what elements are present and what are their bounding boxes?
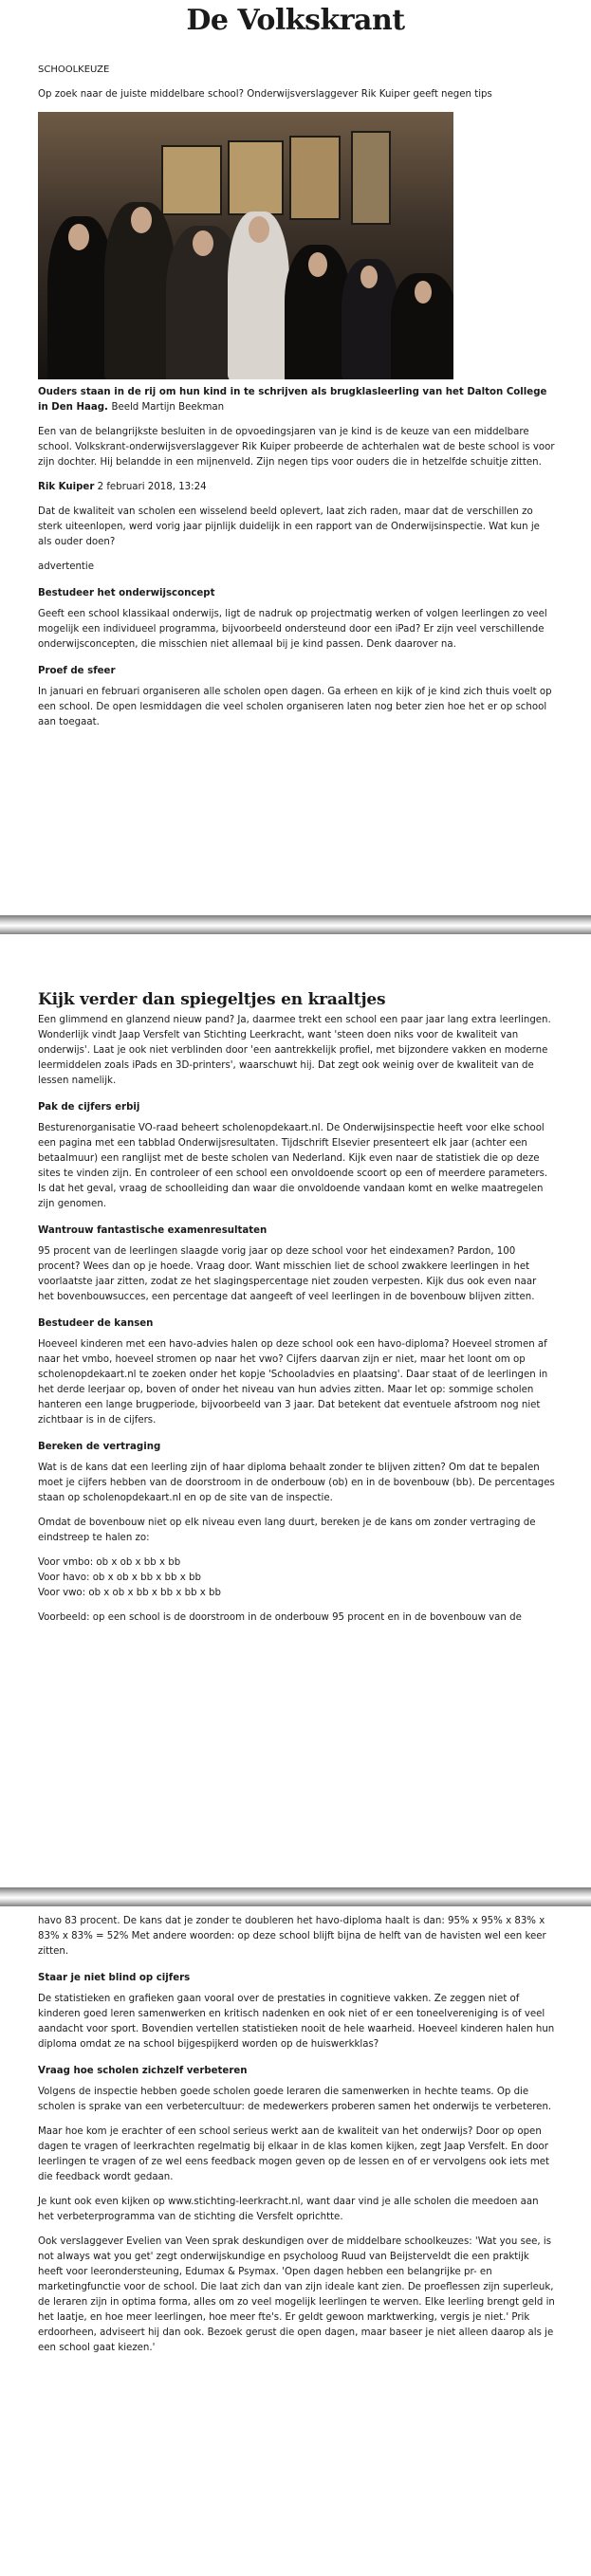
paragraph-kansen: Hoeveel kinderen met een havo-advies halen op deze school ook een havo-diploma? Hoeveel stromen af naar het vmbo, hoeveel stromen op naar het vwo? Cijfers daarvan zijn er niet, maar het loont om op scholenopdekaart.nl te zoeken onder het kopje 'Schooladvies en plaatsing'. Daar staat of de leerlingen in het derde leerjaar op, boven of onder het niveau van hun advies zitten. Maar let op: sommige scholen hanteren een lange brugperiode, bijvoorbeeld van 3 jaar. Dat betekent dat eventuele afstroom nog niet zichtbaar is in de cijfers. [38,1339,548,1426]
advert-label: advertentie [38,561,95,572]
paragraph-kwaliteit: Dat de kwaliteit van scholen een wisselend beeld oplevert, laat zich raden, maar dat de verschillen zo sterk uiteenlopen, werd vorig jaar pijnlijk duidelijk in een rapport van de Onderwijsinspectie. Wat kun je als ouder doen? [38,506,540,547]
page-separator [0,915,591,934]
heading-kansen: Bestudeer de kansen [38,1318,154,1329]
byline [38,480,555,495]
page-1 [0,0,591,915]
caption-credit: Beeld Martijn Beekman [111,402,225,413]
paragraph-cijfers: Besturenorganisatie VO-raad beheert scholenopdekaart.nl. De Onderwijsinspectie heeft voor elke school een pagina met een tabblad Onderwijsresultaten. Tijdschrift Elsevier presenteert elk jaar (achter een betaalmuur) een ranglijst met de beste scholen van Nederland. Kijk even naar de statistiek die op deze sites te vinden zijn. En controleer of een school een onvoldoende scoort op een of meerdere parameters. Is dat het geval, vraag de schoolleiding dan waar die onvoldoende vandaan komt en welke maatregelen zijn genomen. [38,1123,548,1209]
paragraph-sfeer: In januari en februari organiseren alle scholen open dagen. Ga erheen en kijk of je kind zich thuis voelt op een school. De open lesmiddagen die veel scholen organiseren laten nog beter zien hoe het er op school aan toegaat. [38,687,552,727]
photo-caption [38,385,555,415]
heading-sfeer: Proef de sfeer [38,666,116,676]
intro-paragraph: Een van de belangrijkste besluiten in de opvoedingsjaren van je kind is de keuze van een middelbare school. Volkskrant-onderwijsverslaggever Rik Kuiper probeerde de achterhalen wat de beste school is voor zijn dochter. Hij belandde in een mijnenveld. Zijn negen tips voor ouders die in hetzelfde schuitje zitten. [38,427,555,468]
paragraph-onderwijsconcept: Geeft een school klassikaal onderwijs, ligt de nadruk op projectmatig werken of volgen leerlingen zo veel mogelijk een individueel programma, bijvoorbeeld ondersteund door een iPad? Er zijn veel verschillende onderwijsconcepten, die misschien niet allemaal bij je kind passen. Denk daarover na. [38,609,547,650]
paragraph-wantrouw: 95 procent van de leerlingen slaagde vorig jaar op deze school voor het eindexamen? Pardon, 100 procent? Wees dan op je hoede. Vraag door. Want misschien liet de school zwakkere leerlingen in het voorlaatste jaar zitten, zodat ze het slagingspercentage niet zouden verpesten. Kijk dus ook even naar het bovenbouwsucces, een percentage dat aangeeft of veel leerlingen in de bovenbouw blijven zitten. [38,1246,537,1302]
paragraph-spiegeltjes: Een glimmend en glanzend nieuw pand? Ja, daarmee trekt een school een paar jaar lang extra leerlingen. Wonderlijk vindt Jaap Versfelt van Stichting Leerkracht, want 'steen doen niks voor de kwaliteit van onderwijs'. Laat je ook niet verblinden door 'een aantrekkelijk profiel, met bijzondere vakken en moderne leermiddelen zoals iPads en 3D-printers', waarschuwt hij. Dat zegt ook weinig over de kwaliteit van de lessen namelijk. [38,1015,551,1086]
byline-author[interactable]: Rik Kuiper [38,482,95,492]
article-photo [38,112,453,379]
paragraph-verbeteren-2: Maar hoe kom je erachter of een school serieus werkt aan de kwaliteit van het onderwijs? Door op open dagen te vragen of leerkrachten regelmatig bij elkaar in de klas komen kijken, zegt Jaap Versfelt. En door leerlingen te vragen of ze wel eens feedback mogen geven op de lessen en of er vervolgens ook iets met die feedback wordt gedaan. [38,2126,550,2182]
page-3 [0,1906,591,2576]
page-2 [0,967,591,1854]
paragraph-voorbeeld: Voorbeeld: op een school is de doorstroom in de onderbouw 95 procent en in de bovenbouw van de [38,1612,522,1623]
heading-onderwijsconcept: Bestudeer het onderwijsconcept [38,588,215,598]
paragraph-verbeteren-3: Je kunt ook even kijken op www.stichting-leerkracht.nl, want daar vind je alle scholen die meedoen aan het verbeterprogramma van de stichting die Versfelt oprichtte. [38,2197,539,2222]
heading-vertraging: Bereken de vertraging [38,1442,161,1452]
article-body-3 [38,1914,555,2365]
paragraph-vertraging: Wat is de kans dat een leerling zijn of haar diploma behaalt zonder te blijven zitten? Om dat te bepalen moet je cijfers hebben van de doorstroom in de onderbouw (ob) en in de bovenbouw (bb). De percentages staan op scholenopdekaart.nl en op de site van de inspectie. [38,1463,555,1503]
caption-text: Ouders staan in de rij om hun kind in te schrijven als brugklasleerling van het Dalton College in Den Haag. [38,387,547,413]
masthead-logo: De Volkskrant [186,4,405,37]
paragraph-voorbeeld-continued: havo 83 procent. De kans dat je zonder te doubleren het havo-diploma haalt is dan: 95% x 95% x 83% x 83% x 83% = 52% Met andere woorden: op deze school blijft bijna de helft van de havisten wel een keer zitten. [38,1916,546,1957]
paragraph-verbeteren-1: Volgens de inspectie hebben goede scholen goede leraren die samenwerken in hechte teams. Op die scholen is sprake van een verbetercultuur: de medewerkers proberen samen het onderwijs te verbeteren. [38,2087,552,2112]
heading-verbeteren: Vraag hoe scholen zichzelf verbeteren [38,2066,248,2076]
paragraph-blind: De statistieken en grafieken gaan vooral over de prestaties in cognitieve vakken. Ze zeggen niet of kinderen goed leren samenwerken en kritisch nadenken en ook niet of er een toneelvereniging is of veel aandacht voor sport. Bovendien vertellen statistieken nooit de hele waarheid. Hoeveel kinderen halen hun diploma omdat ze na school bijgespijkerd worden op de huiswerkklas? [38,1994,555,2050]
page-separator [0,1887,591,1906]
article-body-1 [38,38,555,740]
formula-list: Voor vmbo: ob x ob x bb x bb Voor havo: ob x ob x bb x bb x bb Voor vwo: ob x ob x bb x bb x bb x bb [38,1557,221,1598]
byline-date: 2 februari 2018, 13:24 [97,482,207,492]
heading-cijfers: Pak de cijfers erbij [38,1102,140,1113]
paragraph-vertraging-2: Omdat de bovenbouw niet op elk niveau even lang duurt, bereken je de kans om zonder vertraging de eindstreep te halen zo: [38,1518,536,1543]
lead: Op zoek naar de juiste middelbare school? Onderwijsverslaggever Rik Kuiper geeft negen tips [38,89,492,100]
heading-blind: Staar je niet blind op cijfers [38,1973,191,1983]
article-body-2 [38,967,555,1635]
paragraph-verbeteren-4: Ook verslaggever Evelien van Veen sprak deskundigen over de middelbare schoolkeuzes: 'Wat you see, is not always wat you get' zegt onderwijskundige en psycholoog Ruud van Beijsterveldt die een praktijk heeft voor leerondersteuning, Edumax & Psymax. 'Open dagen hebben een belangrijke pr- en marketingfunctie voor de school. Die laat zich dan van zijn ideale kant zien. De proeflessen zijn superleuk, de leraren zijn in optima forma, alles om zo veel mogelijk leerlingen te werven. Elke leerling brengt geld in het laatje, en hoe meer leerlingen, hoe meer fte's. Er geldt gewoon marktwerking, vergis je niet.' Prik erdoorheen, adviseert hij dan ook. Bezoek gerust die open dagen, maar baseer je niet alleen daarop als je een school gaat kiezen.' [38,2236,555,2353]
heading-wantrouw: Wantrouw fantastische examenresultaten [38,1225,268,1236]
kicker: SCHOOLKEUZE [38,64,110,75]
heading-spiegeltjes: Kijk verder dan spiegeltjes en kraaltjes [38,990,386,1009]
